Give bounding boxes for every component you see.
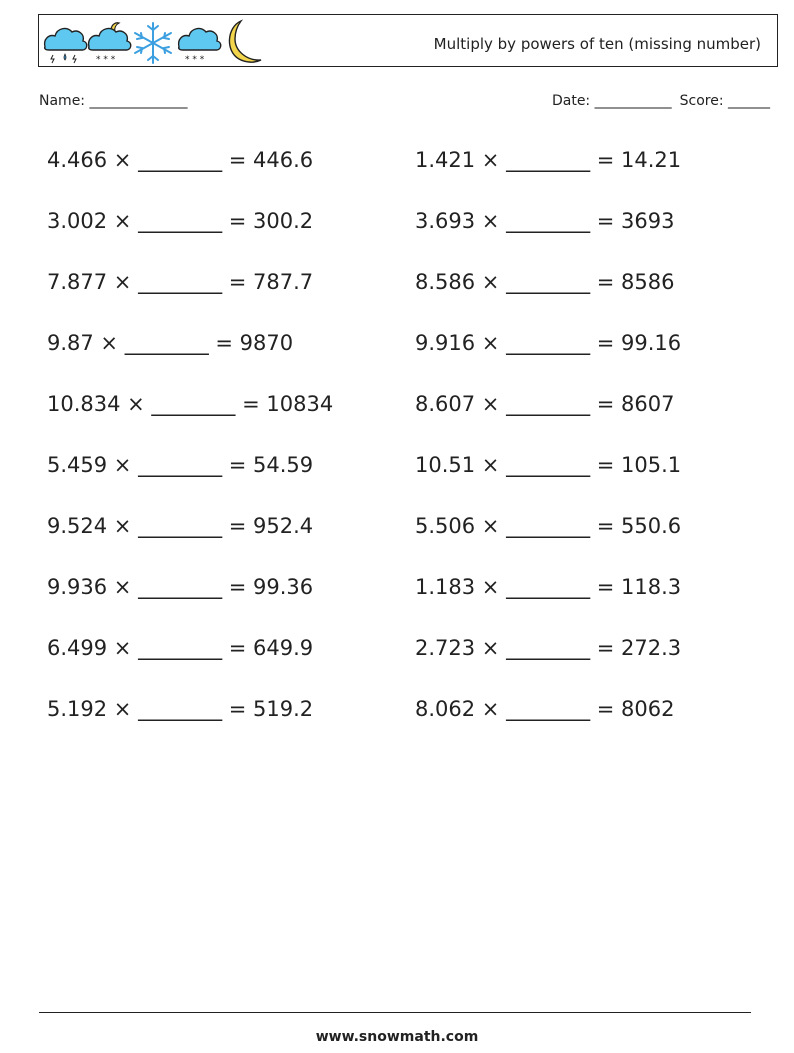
date-score-fields (552, 93, 770, 109)
problem-right-1: 1.421 × ________ = 14.21 (415, 148, 682, 172)
footer-site-link[interactable]: www.snowmath.com (315, 1029, 479, 1045)
problem-right-9: 2.723 × ________ = 272.3 (415, 636, 682, 660)
snow-cloud-moon-icon (89, 23, 131, 65)
problem-left-1: 4.466 × ________ = 446.6 (47, 148, 314, 172)
snowflake-icon (135, 23, 171, 63)
problem-left-8: 9.936 × ________ = 99.36 (47, 575, 314, 599)
problem-right-5: 8.607 × ________ = 8607 (415, 392, 675, 416)
problem-right-3: 8.586 × ________ = 8586 (415, 270, 675, 294)
problem-left-6: 5.459 × ________ = 54.59 (47, 453, 314, 477)
weather-icons (41, 17, 267, 65)
name-field: Name: ______________ (39, 93, 188, 109)
score-field: Score: ______ (679, 93, 770, 109)
problem-right-10: 8.062 × ________ = 8062 (415, 697, 675, 721)
svg-text:* * *: * * * (96, 55, 116, 65)
rain-cloud-icon (45, 29, 87, 63)
problem-right-6: 10.51 × ________ = 105.1 (415, 453, 682, 477)
footer-divider (39, 1012, 751, 1013)
problem-left-3: 7.877 × ________ = 787.7 (47, 270, 314, 294)
crescent-moon-icon (229, 21, 261, 62)
problem-left-4: 9.87 × ________ = 9870 (47, 331, 294, 355)
svg-text:* * *: * * * (185, 55, 205, 65)
problem-left-9: 6.499 × ________ = 649.9 (47, 636, 314, 660)
problem-left-2: 3.002 × ________ = 300.2 (47, 209, 314, 233)
problem-left-5: 10.834 × ________ = 10834 (47, 392, 334, 416)
problem-right-4: 9.916 × ________ = 99.16 (415, 331, 682, 355)
problem-right-2: 3.693 × ________ = 3693 (415, 209, 675, 233)
problem-left-7: 9.524 × ________ = 952.4 (47, 514, 314, 538)
date-field: Date: ___________ (551, 93, 672, 109)
problem-left-10: 5.192 × ________ = 519.2 (47, 697, 314, 721)
problem-right-7: 5.506 × ________ = 550.6 (415, 514, 682, 538)
worksheet-header (38, 14, 778, 67)
worksheet-title: Multiply by powers of ten (missing number) (433, 35, 761, 53)
problem-right-8: 1.183 × ________ = 118.3 (415, 575, 682, 599)
snow-cloud-icon (179, 29, 221, 65)
